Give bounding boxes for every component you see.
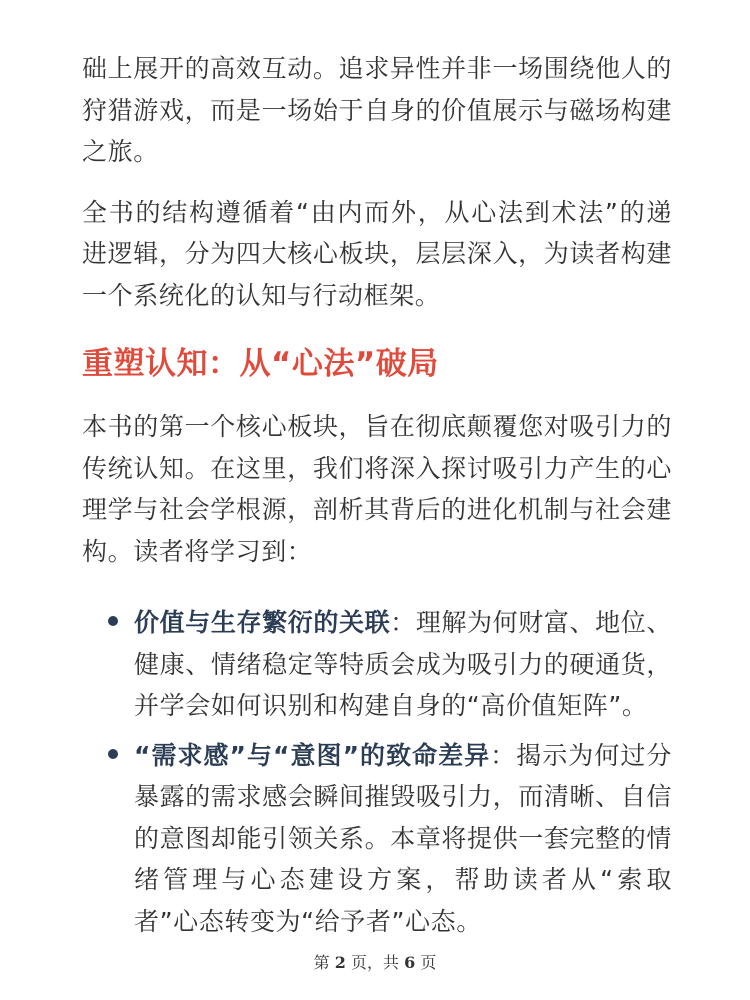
bullet-dot-icon: [108, 616, 118, 626]
bullet-list: [82, 602, 672, 942]
footer-total-pages: 6: [404, 953, 416, 972]
paragraph-continuation: 础上展开的高效互动。追求异性并非一场围绕他人的狩猎游戏，而是一场始于自身的价值展示与磁场构建之旅。: [82, 54, 672, 166]
bullet-dot-icon: [108, 749, 118, 759]
footer-page-number: 2: [334, 953, 346, 972]
page-content: [82, 48, 672, 950]
paragraph-book-structure: 全书的结构遵循着“由内而外，从心法到术法”的递进逻辑，分为四大核心板块，层层深入，为读者构建一个系统化的认知与行动框架。: [82, 197, 672, 310]
bullet-text: ：理解为何财富、地位、健康、情绪稳定等特质会成为吸引力的硬通货，并学会如何识别和构建自身的“高价值矩阵”。: [134, 608, 672, 720]
section-heading: 重塑认知：从“心法”破局: [82, 346, 439, 382]
bullet-text: ：揭示为何过分暴露的需求感会瞬间摧毁吸引力，而清晰、自信的意图却能引领关系。本章将提供一套完整的情绪管理与心态建设方案，帮助读者从“索取者”心态转变为“给予者”心态。: [134, 740, 672, 936]
page-footer: [0, 950, 750, 973]
footer-suffix: 页: [415, 953, 437, 972]
footer-middle: 页，共: [345, 953, 405, 972]
bullet-term: 价值与生存繁衍的关联: [134, 608, 391, 637]
section-intro-paragraph: 本书的第一个核心板块，旨在彻底颠覆您对吸引力的传统认知。在这里，我们将深入探讨吸引力产生的心理学与社会学根源，剖析其背后的进化机制与社会建构。读者将学习到：: [82, 412, 672, 566]
bullet-term: “需求感”与“意图”的致命差异: [134, 740, 491, 770]
list-item: [82, 602, 672, 727]
footer-prefix: 第: [313, 953, 335, 972]
list-item: [82, 735, 672, 943]
